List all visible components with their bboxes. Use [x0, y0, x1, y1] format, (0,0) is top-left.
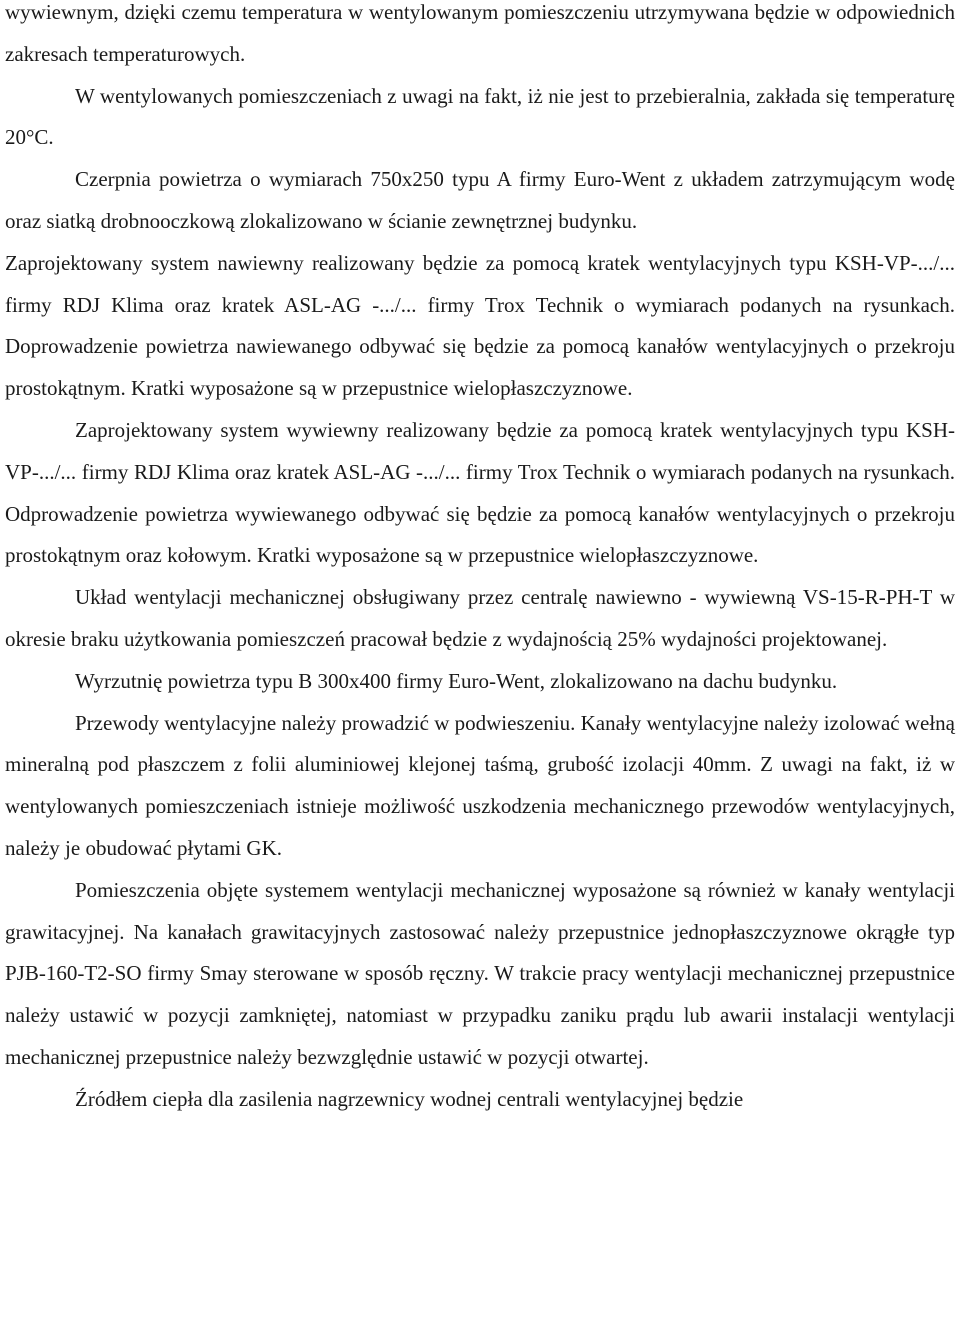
- paragraph-exhaust-system: Zaprojektowany system wywiewny realizowany będzie za pomocą kratek wentylacyjnych typu KSH-VP-.../... firmy RDJ Klima oraz kratek ASL-AG -.../... firmy Trox Technik o wymiarach podanych na rysunkach. Odprowadzenie powietrza wywiewanego odbywać się będzie za pomocą kanałów wentylacyjnych o przekroju prostokątnym oraz kołowym. Kratki wyposażone są w przepustnice wielopłaszczyznowe.: [5, 417, 955, 568]
- document-body: [5, 0, 955, 1121]
- paragraph-intro-continuation: wywiewnym, dzięki czemu temperatura w wentylowanym pomieszczeniu utrzymywana będzie w odpowiednich zakresach temperaturowych.: [5, 0, 955, 66]
- paragraph-gravity-ventilation: Pomieszczenia objęte systemem wentylacji mechanicznej wyposażone są również w kanały wentylacji grawitacyjnej. Na kanałach grawitacyjnych zastosować należy przepustnice jednopłaszczyznowe okrągłe typ PJB-160-T2-SO firmy Smay sterowane w sposób ręczny. W trakcie pracy wentylacji mechanicznej przepustnice należy ustawić w pozycji zamkniętej, natomiast w przypadku zaniku prądu lub awarii instalacji wentylacji mechanicznej przepustnice należy bezwzględnie ustawić w pozycji otwartej.: [5, 877, 955, 1069]
- paragraph-air-handling-unit: Układ wentylacji mechanicznej obsługiwany przez centralę nawiewno - wywiewną VS-15-R-PH-T w okresie braku użytkowania pomieszczeń pracował będzie z wydajnością 25% wydajności projektowanej.: [5, 585, 955, 651]
- paragraph-exhaust-outlet: Wyrzutnię powietrza typu B 300x400 firmy Euro-Went, zlokalizowano na dachu budynku.: [75, 668, 838, 693]
- paragraph-heat-source: Źródłem ciepła dla zasilenia nagrzewnicy wodnej centrali wentylacyjnej będzie: [75, 1086, 744, 1111]
- paragraph-supply-system: Zaprojektowany system nawiewny realizowany będzie za pomocą kratek wentylacyjnych typu KSH-VP-.../... firmy RDJ Klima oraz kratek ASL-AG -.../... firmy Trox Technik o wymiarach podanych na rysunkach. Doprowadzenie powietrza nawiewanego odbywać się będzie za pomocą kanałów wentylacyjnych o przekroju prostokątnym. Kratki wyposażone są w przepustnice wielopłaszczyznowe.: [5, 250, 955, 401]
- paragraph-ducts-insulation: Przewody wentylacyjne należy prowadzić w podwieszeniu. Kanały wentylacyjne należy izolować wełną mineralną pod płaszczem z folii aluminiowej klejonej taśmą, grubość izolacji 40mm. Z uwagi na fakt, iż w wentylowanych pomieszczeniach istnieje możliwość uszkodzenia mechanicznego przewodów wentylacyjnych, należy je obudować płytami GK.: [5, 710, 955, 860]
- paragraph-temperature: W wentylowanych pomieszczeniach z uwagi na fakt, iż nie jest to przebieralnia, zakłada się temperaturę 20°C.: [5, 83, 955, 150]
- paragraph-air-intake: Czerpnia powietrza o wymiarach 750x250 typu A firmy Euro-Went z układem zatrzymującym wodę oraz siatką drobnooczkową zlokalizowano w ścianie zewnętrznej budynku.: [5, 167, 955, 233]
